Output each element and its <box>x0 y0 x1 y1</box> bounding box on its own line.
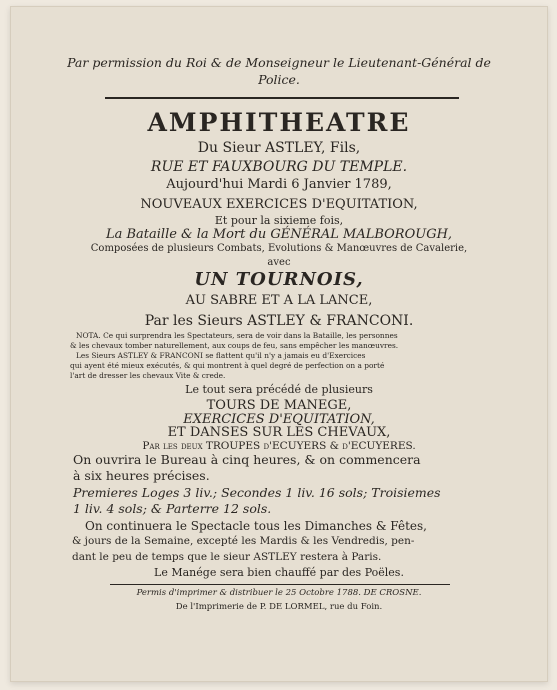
heated-line: Le Manége sera bien chauffé par des Poëles. <box>154 566 404 579</box>
continue-line-2: & jours de la Semaine, excepté les Mardis & les Vendredis, pen- <box>72 535 415 547</box>
troupes-line: Par les deux TROUPES d'ECUYERS & d'ECUYERES. <box>142 440 416 452</box>
continue-line-3: dant le peu de temps que le sieur ASTLEY restera à Paris. <box>72 551 382 563</box>
footer-printer: De l'Imprimerie de P. DE LORMEL, rue du Foin. <box>175 602 383 612</box>
nota-line-2: & les chevaux tomber naturellement, aux coups de feu, sans empêcher les manœuvres. <box>70 341 399 350</box>
prices-line-2: 1 liv. 4 sols; & Parterre 12 sols. <box>73 501 272 516</box>
office-line-2: à six heures précises. <box>73 468 210 483</box>
preceded-line: Le tout sera précédé de plusieurs <box>185 383 373 396</box>
performers-line: Par les Sieurs ASTLEY & FRANCONI. <box>144 313 414 329</box>
permission-line-2: Police. <box>258 72 300 87</box>
date-line: Aujourd'hui Mardi 6 Janvier 1789, <box>166 177 392 192</box>
address-line: RUE ET FAUXBOURG DU TEMPLE. <box>150 159 408 175</box>
office-line-1: On ouvrira le Bureau à cinq heures, & on commencera <box>73 452 421 467</box>
nota-line-5: l'art de dresser les chevaux Vite & crede. <box>70 371 226 380</box>
footer-permit: Permis d'imprimer & distribuer le 25 Octobre 1788. DE CROSNE. <box>136 588 422 598</box>
poster-sheet <box>10 6 548 682</box>
tournament-line: UN TOURNOIS, <box>194 269 364 290</box>
permission-line-1: Par permission du Roi & de Monseigneur le Lieutenant-Général de <box>67 55 491 70</box>
nota-line-1: NOTA. Ce qui surprendra les Spectateurs, sera de voir dans la Bataille, les personnes <box>76 331 398 340</box>
top-rule <box>105 97 459 99</box>
weapons-line: AU SABRE ET A LA LANCE, <box>185 293 373 308</box>
nota-line-4: qui ayent été mieux exécutés, & qui montrent à quel degré de perfection on a porté <box>70 361 385 370</box>
poster-subtitle: Du Sieur ASTLEY, Fils, <box>197 140 361 156</box>
prices-line-1: Premieres Loges 3 liv.; Secondes 1 liv. 16 sols; Troisiemes <box>73 485 441 500</box>
battle-line: La Bataille & la Mort du GÉNÉRAL MALBOROUGH, <box>105 227 453 242</box>
manege-line-3: ET DANSES SUR LES CHEVAUX, <box>167 425 391 440</box>
avec-line: avec <box>267 257 291 268</box>
poster-title: AMPHITHEATRE <box>147 108 411 137</box>
footer-rule <box>110 584 450 585</box>
exercises-line: NOUVEAUX EXERCICES D'EQUITATION, <box>140 197 418 212</box>
continue-line-1: On continuera le Spectacle tous les Dimanches & Fêtes, <box>85 519 427 533</box>
composed-line: Composées de plusieurs Combats, Evolutions & Manœuvres de Cavalerie, <box>90 243 468 254</box>
manege-line-2: EXERCICES D'EQUITATION, <box>183 412 375 427</box>
sixth-time-line: Et pour la sixieme fois, <box>214 214 344 227</box>
nota-line-3: Les Sieurs ASTLEY & FRANCONI se flattent qu'il n'y a jamais eu d'Exercices <box>76 351 366 360</box>
manege-title: TOURS DE MANEGE, <box>206 398 352 413</box>
